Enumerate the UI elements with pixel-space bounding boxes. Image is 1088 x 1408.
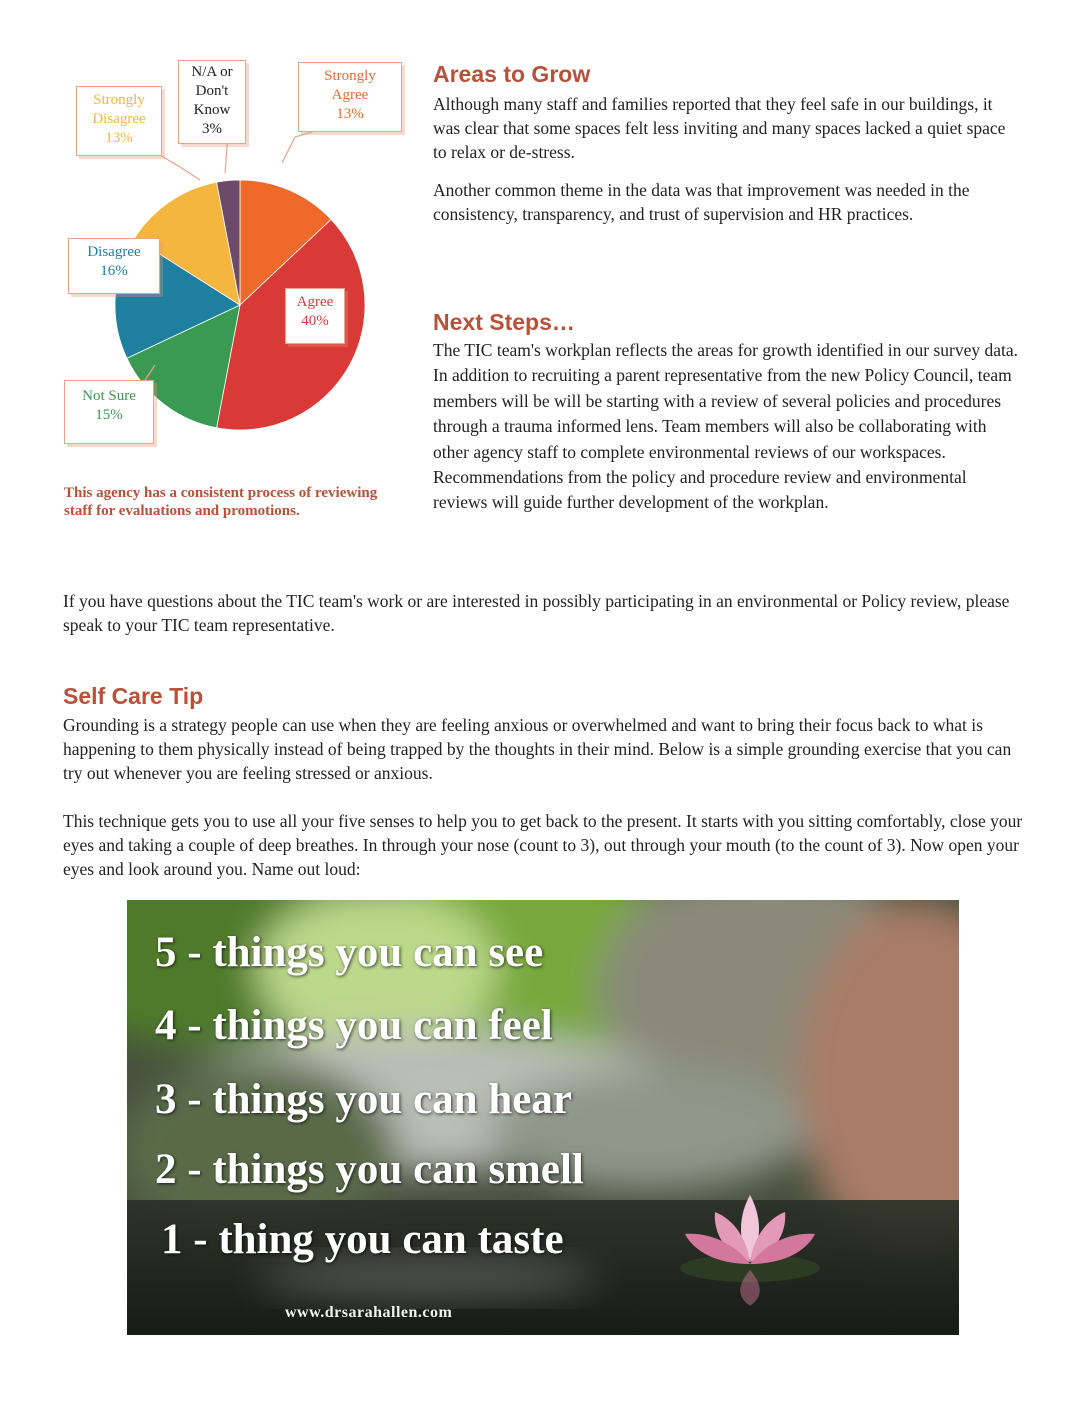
callout-strongly-disagree	[76, 86, 162, 156]
label-line: N/A or	[191, 64, 233, 80]
label-value: 15%	[95, 407, 123, 423]
callout-agree	[285, 288, 345, 344]
label-value: 3%	[202, 121, 222, 137]
next-steps-section	[433, 308, 1023, 516]
label-line: Know	[193, 102, 231, 118]
label-line: Agree	[296, 294, 334, 310]
callout-na	[178, 60, 246, 144]
sense-line-see: 5 - things you can see	[155, 929, 544, 976]
callout-disagree	[68, 238, 160, 294]
next-steps-heading: Next Steps…	[433, 309, 575, 335]
callout-strongly-agree	[298, 62, 402, 132]
sense-line-taste: 1 - thing you can taste	[161, 1216, 564, 1263]
questions-paragraph: If you have questions about the TIC team's work or are interested in possibly participating in an environmental or Policy review, please speak to your TIC team representative.	[63, 591, 1010, 635]
label-line: Agree	[331, 87, 369, 103]
callout-not-sure	[64, 380, 154, 444]
self-care-heading: Self Care Tip	[63, 683, 204, 709]
areas-to-grow-heading: Areas to Grow	[433, 61, 591, 87]
areas-to-grow-section	[433, 60, 1023, 226]
label-value: 16%	[100, 263, 128, 279]
sense-line-smell: 2 - things you can smell	[155, 1146, 584, 1193]
label-value: 13%	[336, 106, 364, 122]
label-line: Not Sure	[82, 388, 136, 404]
areas-to-grow-paragraph-1: Although many staff and families reported that they feel safe in our buildings, it was clear that some spaces felt less inviting and many spaces lacked a quiet space to relax or de-stress.	[433, 94, 1006, 162]
self-care-paragraph-2: This technique gets you to use all your five senses to help you to get back to the present. It starts with you sitting comfortably, close your eyes and taking a couple of deep breathes. In through your nose (count to 3), out through your mouth (to the count of 3). Now open your eyes and look around you. Name out loud:	[63, 811, 1023, 879]
areas-to-grow-paragraph-2: Another common theme in the data was that improvement was needed in the consistency, transparency, and trust of supervision and HR practices.	[433, 180, 970, 224]
label-line: Strongly	[93, 92, 145, 108]
label-line: Strongly	[324, 68, 376, 84]
label-value: 13%	[105, 130, 133, 146]
self-care-section	[63, 682, 1028, 881]
next-steps-paragraph: The TIC team's workplan reflects the areas for growth identified in our survey data. In addition to recruiting a parent representative from the new Policy Council, team members will be will be starting with a review of several policies and procedures through a trauma informed lens. Team members will also be collaborating with other agency staff to complete environmental reviews of our workspaces. Recommendations from the policy and procedure review and environmental reviews will guide further development of the workplan.	[433, 340, 1018, 513]
pie-caption: This agency has a consistent process of reviewing staff for evaluations and promotions.	[64, 485, 378, 519]
label-line: Don't	[195, 83, 229, 99]
label-value: 40%	[301, 313, 329, 329]
label-line: Disagree	[87, 244, 141, 260]
lotus-flower-icon	[655, 1160, 845, 1310]
label-line: Disagree	[92, 111, 146, 127]
grounding-image	[127, 900, 959, 1335]
self-care-paragraph-1: Grounding is a strategy people can use when they are feeling anxious or overwhelmed and want to bring their focus back to what is happening to them physically instead of being trapped by the thoughts in their mind. Below is a simple grounding exercise that you can try out whenever you are feeling stressed or anxious.	[63, 715, 1012, 783]
sense-line-feel: 4 - things you can feel	[155, 1002, 553, 1049]
sense-line-hear: 3 - things you can hear	[155, 1076, 572, 1123]
image-credit-url: www.drsarahallen.com	[285, 1304, 453, 1321]
